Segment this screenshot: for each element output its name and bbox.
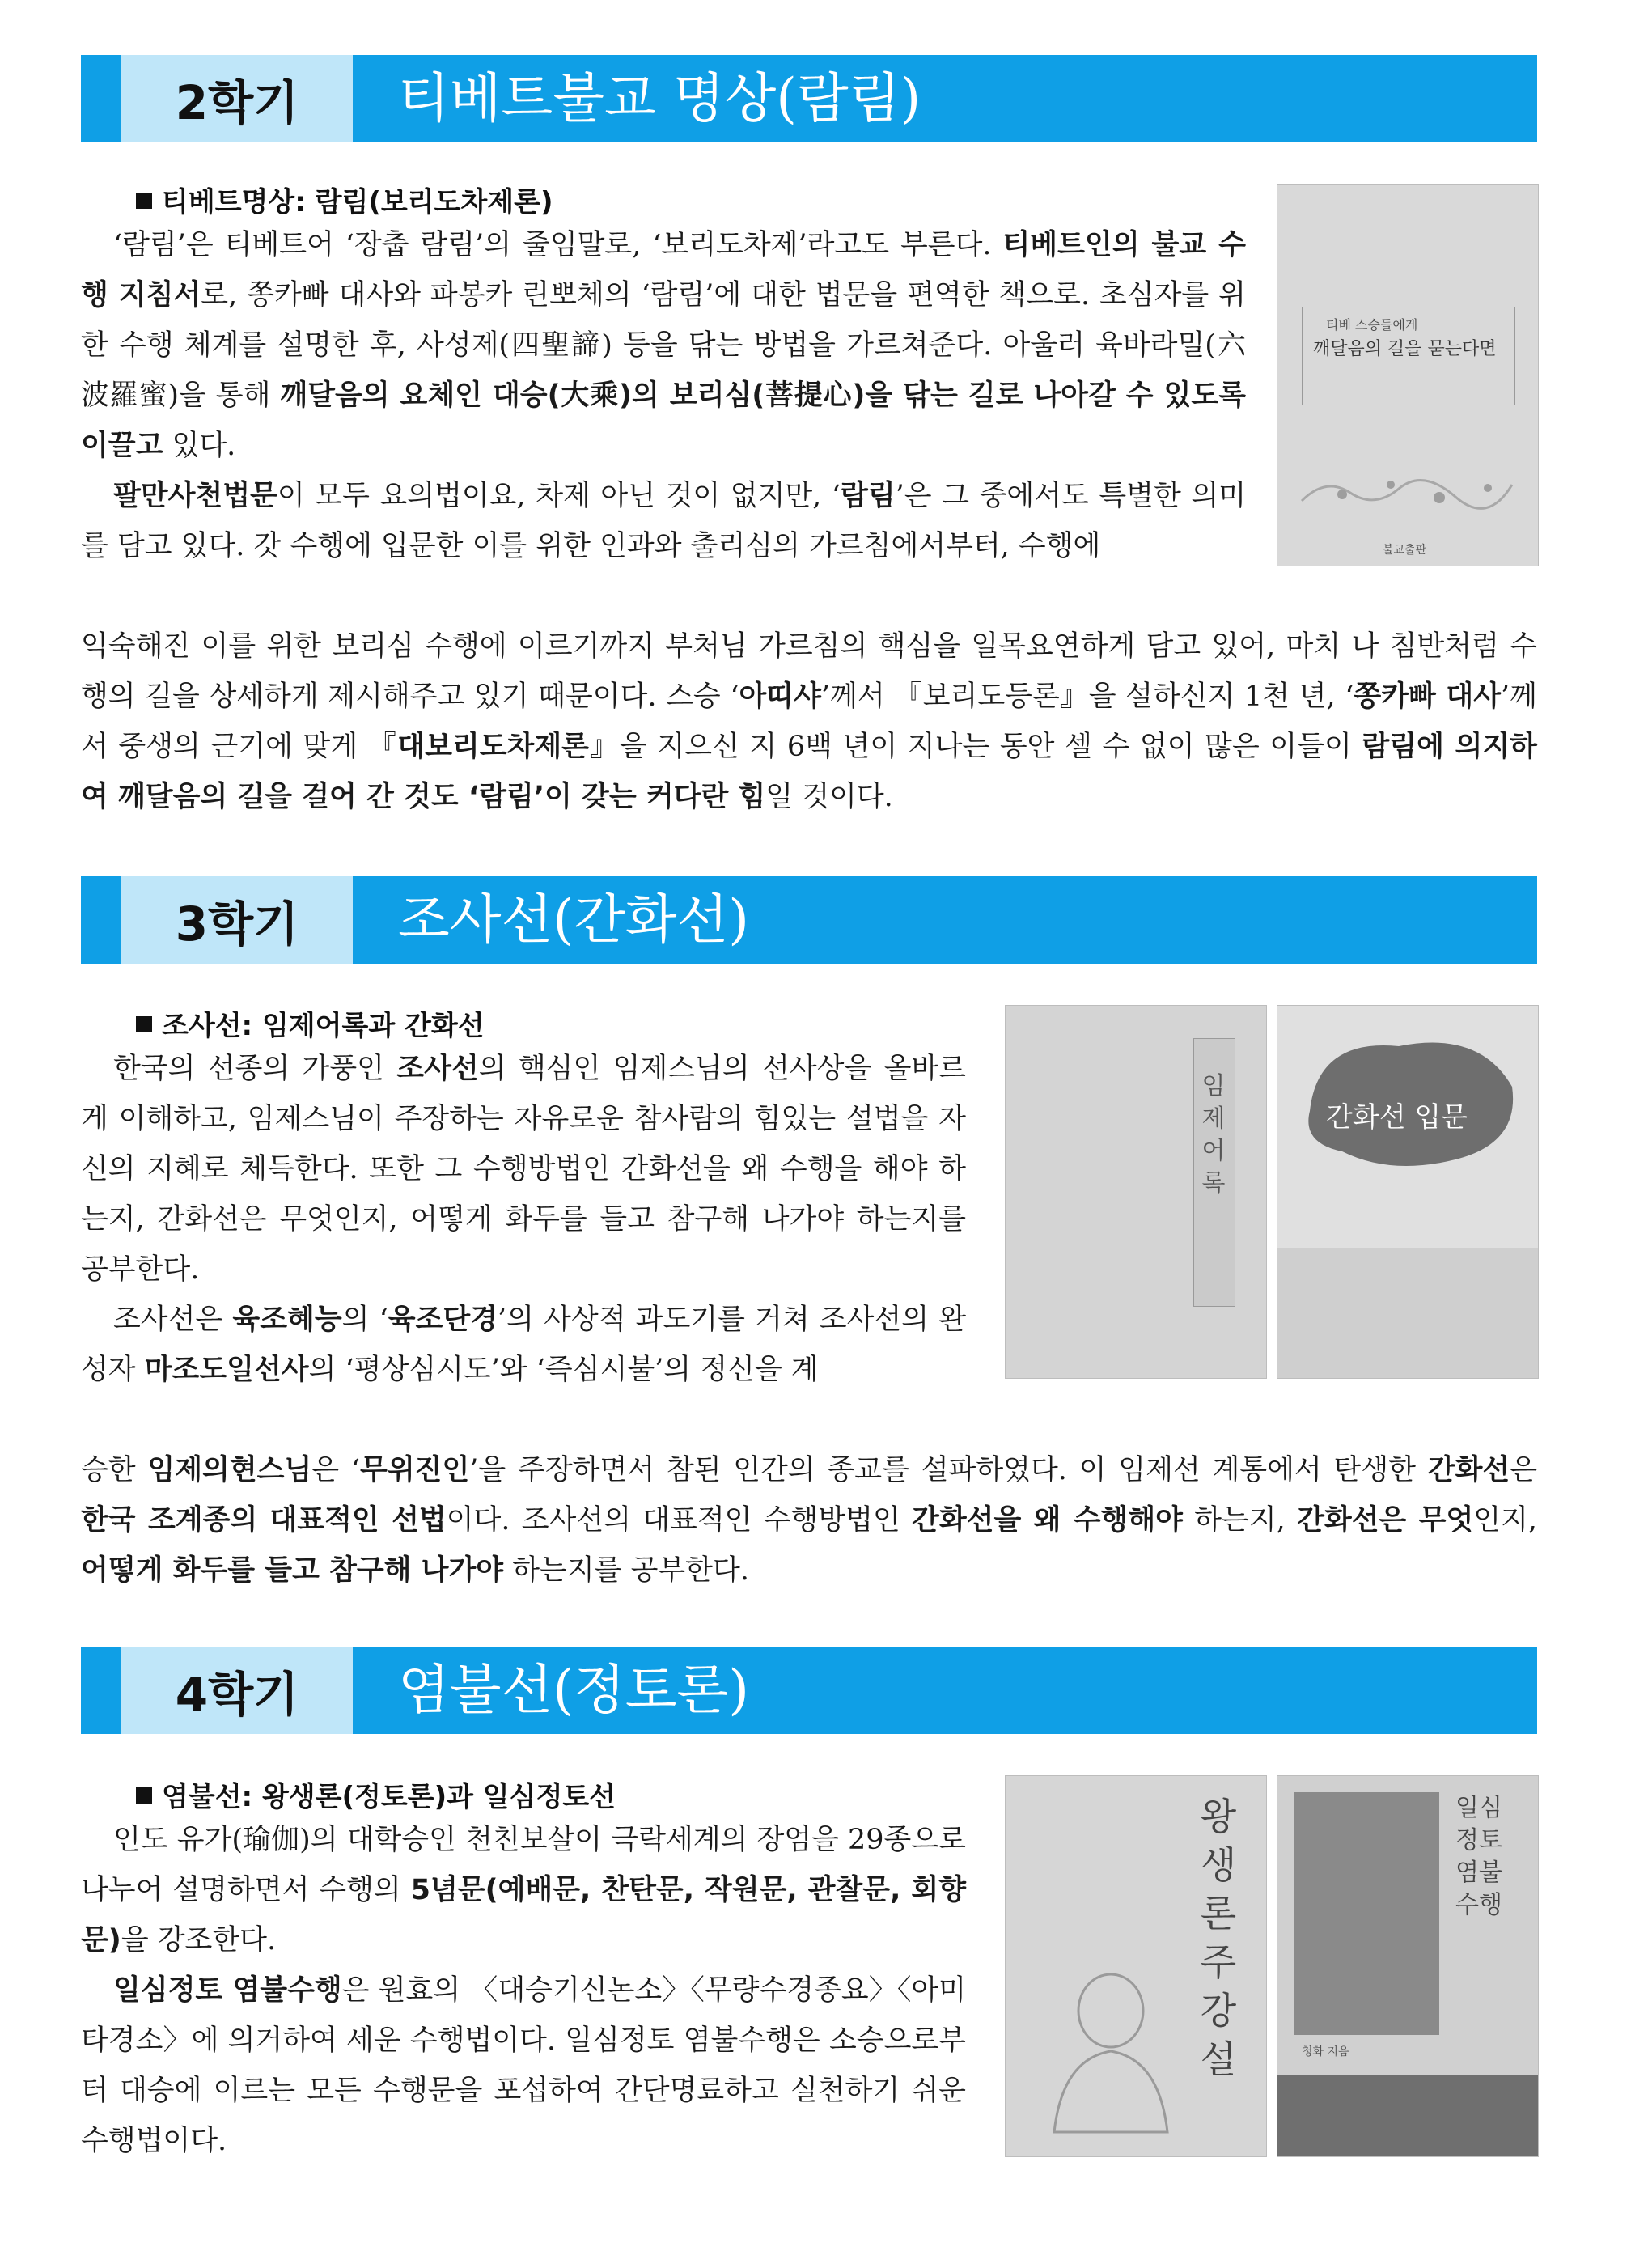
book-author: 청화 지음 [1302, 2045, 1349, 2058]
book-title: 간화선 입문 [1326, 1101, 1468, 1134]
book-title: 임제어록 [1201, 1072, 1226, 1198]
square-bullet-icon [136, 193, 152, 209]
body-text-term2-cont: 익숙해진 이를 위한 보리심 수행에 이르기까지 부처님 가르침의 핵심을 일목요연하게 담고 있어, 마치 나 침반처럼 수행의 길을 상세하게 제시해주고 있기 때문이다. 스승 ‘아띠샤’께서 『보리도등론』을 설하신지 1천 년, ‘쫑카빠 대사’께서 중생의 근기에 맞게 『대보리도차제론』을 지으신 지 6백 년이 지나는 동안 셀 수 없이 많은 이들이 람림에 의지하여 깨달음의 길을 걸어 간 것도 ‘람림’이 갖는 커다란 힘일 것이다. [81, 630, 1537, 813]
term-label: 2학기 [121, 55, 353, 142]
section-title: 염불선(정토론) [398, 1659, 750, 1721]
book-cover-lamrim [1277, 184, 1539, 566]
body-text-term3-cont: 승한 임제의현스님은 ‘무위진인’을 주장하면서 참된 인간의 종교를 설파하였다. 이 임제선 계통에서 탄생한 간화선은 한국 조계종의 대표적인 선법이다. 조사선의 대표적인 수행방법인 간화선을 왜 수행해야 하는지, 간화선은 무엇인지, 어떻게 화두를 들고 참구해 나가야 하는지를 공부한다. [81, 1454, 1538, 1587]
section-header-term4 [81, 1647, 1537, 1734]
body-text-term4: 인도 유가(瑜伽)의 대학승인 천친보살이 극락세계의 장엄을 29종으로 나누어 설명하면서 수행의 5념문(예배문, 찬탄문, 작원문, 관찰문, 회향문)을 강조한다. 일심정토 염불수행은 원효의 〈대승기신논소〉〈무량수경종요〉〈아미타경소〉에 의거하여 세운 수행법이다. 일심정토 염불수행은 소승으로부터 대승에 이르는 모든 수행문을 포섭하여 간단명료하고 실천하기 쉬운 수행법이다. [81, 1824, 966, 2157]
book-bottom-band [1277, 2075, 1538, 2156]
section-title: 티베트불교 명상(람림) [398, 67, 921, 129]
book-photo [1294, 1792, 1439, 2035]
square-bullet-icon [136, 1787, 152, 1804]
subheading-term2: 티베트명상: 람림(보리도차제론) [136, 180, 553, 219]
book-band [1302, 307, 1515, 405]
body-text-term2: ‘람림’은 티베트어 ‘장춥 람림’의 줄임말로, ‘보리도차제’라고도 부른다. 티베트인의 불교 수행 지침서로, 쫑카빠 대사와 파봉카 린뽀체의 ‘람림’에 대한 법문을 편역한 책으로. 초심자를 위한 수행 체계를 설명한 후, 사성제(四聖諦) 등을 닦는 방법을 가르쳐준다. 아울러 육바라밀(六波羅蜜)을 통해 깨달음의 요체인 대승(大乘)의 보리심(菩提心)을 닦는 길로 나아갈 수 있도록 이끌고 있다. 팔만사천법문이 모두 요의법이요, 차제 아닌 것이 없지만, ‘람림’은 그 중에서도 특별한 의미를 담고 있다. 갓 수행에 입문한 이를 위한 인과와 출리심의 가르침에서부터, 수행에 [81, 229, 1247, 562]
subheading-term4: 염불선: 왕생론(정토론)과 일심정토선 [136, 1774, 616, 1814]
square-bullet-icon [136, 1016, 152, 1032]
book-publisher: 불교출판 [1383, 544, 1427, 557]
book-illustration [1294, 444, 1522, 525]
term-label: 3학기 [121, 876, 353, 964]
section-title: 조사선(간화선) [398, 888, 750, 951]
book-cover-ganhwaseon [1277, 1005, 1539, 1379]
book-title: 깨달음의 길을 묻는다면 [1313, 339, 1497, 359]
book-title: 일심정토 염불수행 [1455, 1794, 1502, 1919]
book-top-text: 티베 스승들에게 [1326, 317, 1418, 333]
book-cover-imje [1005, 1005, 1267, 1379]
section-header-term3 [81, 876, 1537, 964]
book-cover-wangsaeng [1005, 1775, 1267, 2157]
body-text-term3: 한국의 선종의 가풍인 조사선의 핵심인 임제스님의 선사상을 올바르게 이해하고, 임제스님이 주장하는 자유로운 참사람의 힘있는 설법을 자신의 지혜로 체득한다. 또한 그 수행방법인 간화선을 왜 수행을 해야 하는지, 간화선은 무엇인지, 어떻게 화두를 들고 참구해 나가야 하는지를 공부한다. 조사선은 육조혜능의 ‘육조단경’의 사상적 과도기를 거쳐 조사선의 완성자 마조도일선사의 ‘평상심시도’와 ‘즉심시불’의 정신을 계 [81, 1053, 967, 1386]
book-cover-ilsim [1277, 1775, 1539, 2157]
book-illustration [1030, 1962, 1192, 2140]
subheading-term3: 조사선: 임제어록과 간화선 [136, 1003, 485, 1043]
term-label: 4학기 [121, 1647, 353, 1734]
section-header-term2 [81, 55, 1537, 142]
book-title: 왕생론주 강설 [1200, 1795, 1237, 2081]
book-lower-panel [1277, 1248, 1538, 1378]
